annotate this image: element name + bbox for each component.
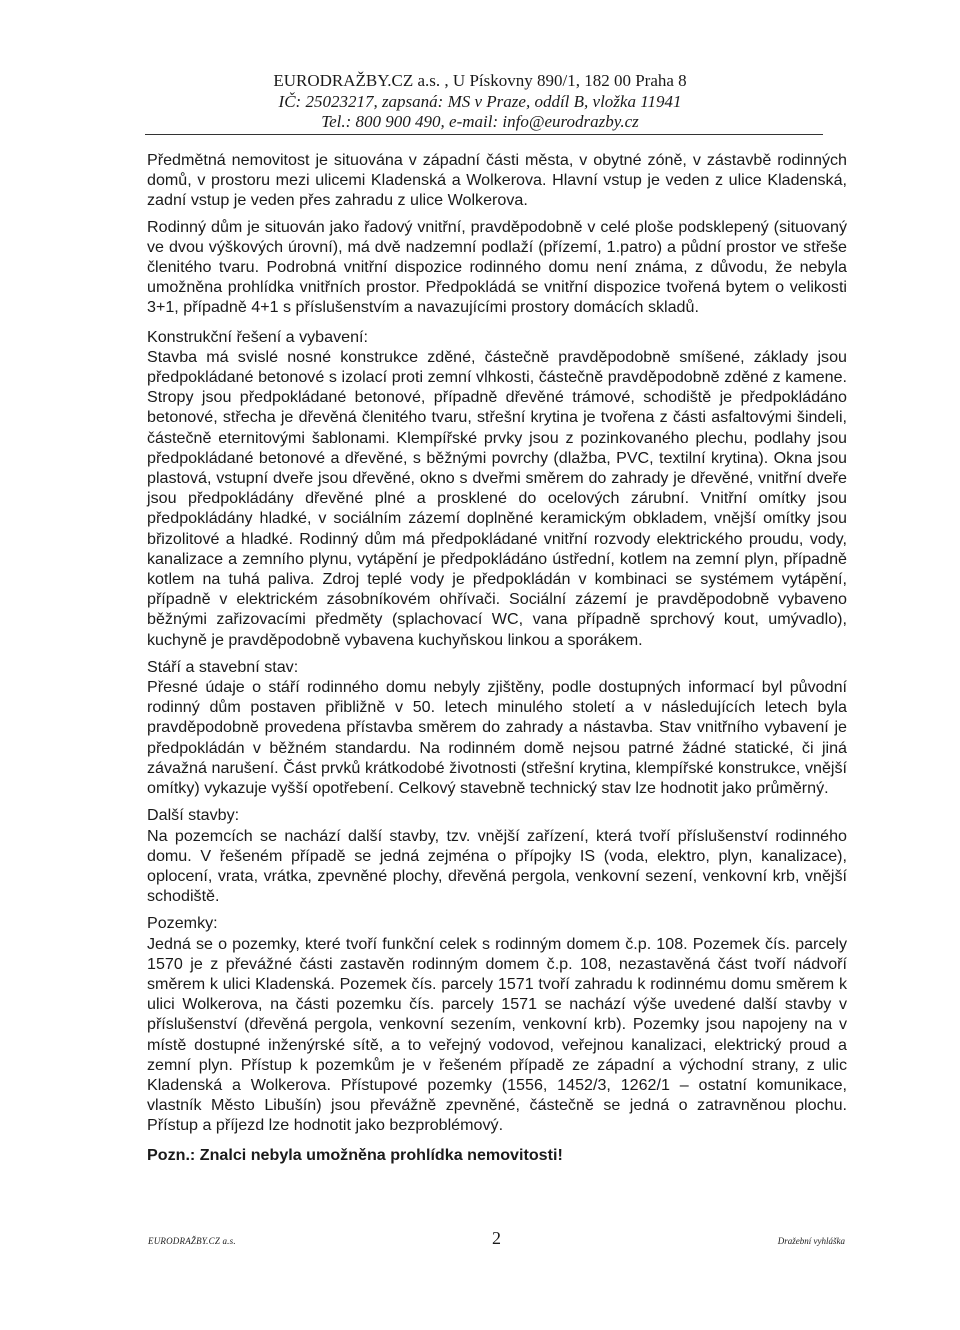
footer-document-title: Dražební vyhláška (777, 1236, 845, 1246)
contact-line: Tel.: 800 900 490, e-mail: info@eurodrazby.cz (321, 112, 639, 131)
paragraph-other-buildings: Na pozemcích se nachází další stavby, tzv. vnější zařízení, která tvoří příslušenství rodinného domu. V řešeném případě se jedná zejména o přípojky IS (voda, elektro, plyn, kanalizace), oplocení, vrata, vrátka, zpevněné plochy, dřevěná pergola, venkovní sezení, venkovní krb, vnější schodiště. (147, 826, 847, 906)
page-footer (0, 1228, 960, 1258)
letterhead (140, 70, 820, 132)
paragraph-land: Jedná se o pozemky, které tvoří funkční celek s rodinným domem č.p. 108. Pozemek čís. parcely 1570 je z převážné části zastavěn rodinným domem č.p. 108, nezastavěná část tvoří nádvoří směrem k ulici Kladenská. Pozemek čís. parcely 1571 tvoří zahradu k rodinnému domu směrem k ulici Wolkerova, na části pozemku čís. parcely 1571 se nachází výše uvedené další stavby v příslušenství (dřevěná pergola, venkovní sezením, venkovní krb). Pozemky jsou napojeny na v místě dostupné inženýrské sítě, a to veřejný vodovod, veřejnou kanalizaci, elektrický proud a zemní plyn. Přístup k pozemkům je v řešeném případě ze západní a východní strany, z ulic Kladenská a Wolkerova. Přístupové pozemky (1556, 1452/3, 1262/1 – ostatní komunikace, vlastník Město Libušín) jsou převážně zpevněné, částečně se jedná o zatravněnou plochu. Přístup a příjezd lze hodnotit jako bezproblémový. (147, 934, 847, 1135)
company-line: EURODRAŽBY.CZ a.s. , U Pískovny 890/1, 182 00 Praha 8 (273, 71, 687, 90)
paragraph-house: Rodinný dům je situován jako řadový vnitřní, pravděpodobně v celé ploše podsklepený (situovaný ve dvou výškových úrovní), má dvě nadzemní podlaží (přízemí, 1.patro) a půdní prostor ve střeše členitého tvaru. Podrobná vnitřní dispozice rodinného domu není známa, z důvodu, že nebyla umožněna prohlídka vnitřních prostor. Předpokládá se vnitřní dispozice tvořená bytem o velikosti 3+1, případně 4+1 s příslušenstvím a navazujícími prostory domácích skladů. (147, 217, 847, 317)
header-divider (145, 134, 823, 135)
paragraph-location: Předmětná nemovitost je situována v západní části města, v obytné zóně, v zástavbě rodinných domů, v prostoru mezi ulicemi Kladenská a Wolkerova. Hlavní vstup je veden z ulice Kladenská, zadní vstup je veden přes zahradu z ulice Wolkerova. (147, 151, 847, 210)
paragraph-construction: Stavba má svislé nosné konstrukce zděné, částečně pravděpodobně smíšené, základy jsou předpokládané betonové s izolací proti zemní vlhkosti, částečně pravděpodobně zděné z kamene. Stropy jsou předpokládané betonové, případně dřevěné trámové, schodiště je předpokládáno betonové, střecha je dřevěná členitého tvaru, střešní krytina je tvořena z části asfaltovými šindeli, částečně eternitovými šablonami. Klempířské prvky jsou z pozinkovaného plechu, podlahy jsou předpokládané betonové a dřevěné, s běžnými povrchy (dlažba, PVC, textilní krytina). Okna jsou plastová, vstupní dveře jsou dřevěné, okno s dveřmi směrem do zahrady je dřevěné, vnitřní dveře jsou předpokládány dřevěné plné a prosklené do ocelových zárubní. Vnitřní omítky jsou předpokládány hladké, v sociálním zázemí doplněné keramickým obkladem, vnější omítky jsou břizolitové a hladké. Rodinný dům má předpokládané vnitřní rozvody elektrického proudu, vody, kanalizace a zemního plynu, vytápění je předpokládáno ústřední, kotlem na zemní plyn, případně kotlem na tuhá paliva. Zdroj teplé vody je předpokládán v kombinaci se systémem vytápění, případně v elektrickém zásobníkovém ohřívači. Sociální zázemí je pravděpodobně vybaveno běžnými zařizovacími předměty (splachovací WC, vana případně sprchový kout, umývadlo), kuchyně je pravděpodobně vybavena kuchyňskou linkou a sporákem. (147, 347, 847, 649)
document-body (147, 150, 847, 1165)
registration-line: IČ: 25023217, zapsaná: MS v Praze, oddíl B, vložka 11941 (278, 92, 682, 111)
footer-company: EURODRAŽBY.CZ a.s. (148, 1236, 236, 1246)
heading-land: Pozemky: (147, 914, 218, 933)
note-no-inspection: Pozn.: Znalci nebyla umožněna prohlídka nemovitosti! (147, 1145, 563, 1164)
heading-other-buildings: Další stavby: (147, 806, 240, 825)
page-number: 2 (492, 1228, 501, 1248)
heading-age: Stáří a stavební stav: (147, 657, 299, 676)
heading-construction: Konstrukční řešení a vybavení: (147, 327, 368, 346)
paragraph-age: Přesné údaje o stáří rodinného domu nebyly zjištěny, podle dostupných informací byl původní rodinný dům postaven přibližně v 50. letech minulého století a v následujících letech byla pravděpodobně provedena přístavba směrem do zahrady a nástavba. Stav vnitřního vybavení je předpokládán v běžném standardu. Na rodinném domě nejsou patrné žádné statické, či jiná závažná narušení. Část prvků krátkodobé životnosti (střešní krytina, klempířské konstrukce, vnější omítky) vykazuje vyšší opotřebení. Celkový stavebně technický stav lze hodnotit jako průměrný. (147, 678, 847, 798)
